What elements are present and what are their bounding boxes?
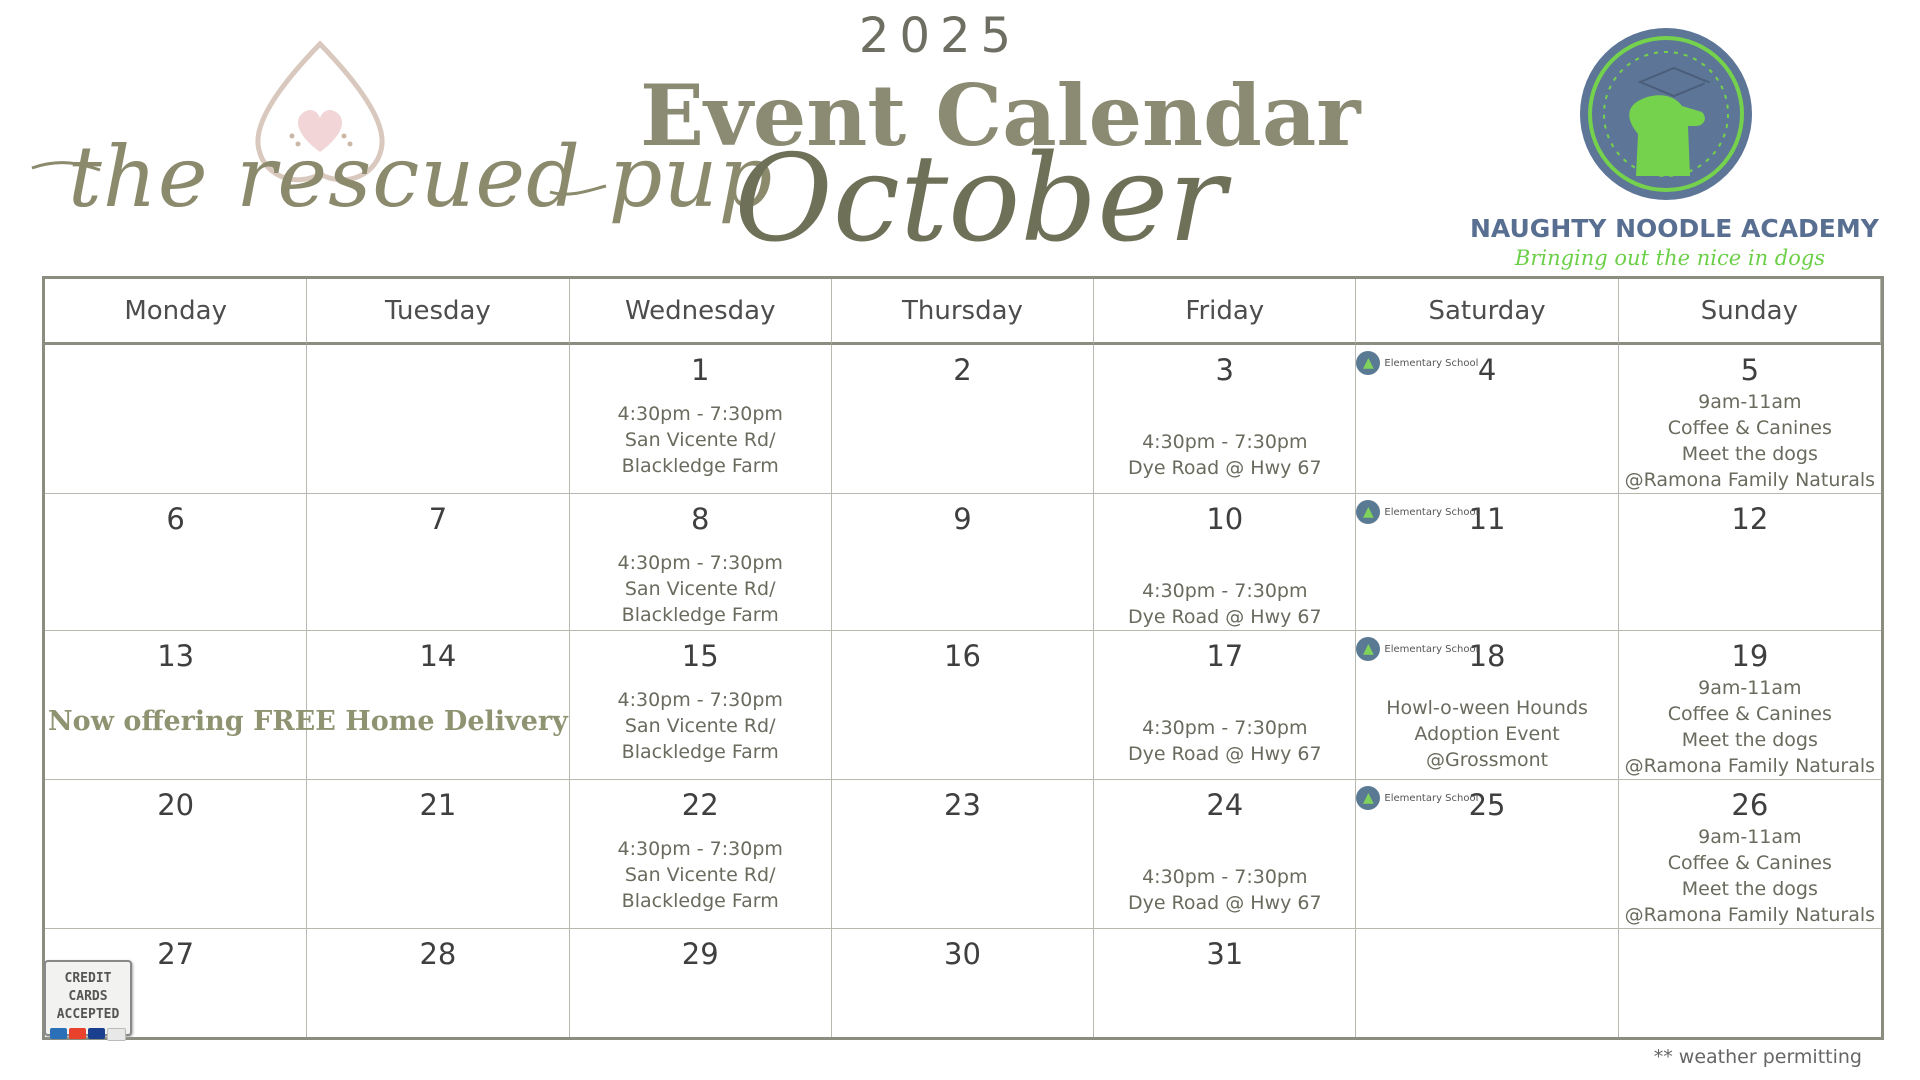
academy-name: NAUGHTY NOODLE ACADEMY	[1470, 214, 1879, 243]
day-number: 15	[681, 639, 719, 673]
school-label: Elementary School	[1384, 506, 1479, 518]
day-cell[interactable]	[307, 929, 569, 1037]
dog-graduate-icon	[1578, 26, 1754, 202]
day-cell[interactable]	[570, 780, 832, 929]
event-subtitle: Adoption Event	[1414, 723, 1560, 745]
event-location-line2: Blackledge Farm	[621, 741, 779, 763]
adoption-event	[1356, 695, 1617, 773]
day-number: 19	[1731, 639, 1769, 673]
day-cell[interactable]	[1094, 929, 1356, 1037]
day-number: 30	[944, 937, 981, 971]
calendar-year: 2025	[858, 8, 1022, 64]
day-cell-empty	[307, 345, 569, 494]
event-time: 9am-11am	[1698, 391, 1802, 413]
visa-card-icon	[88, 1028, 105, 1039]
school-label: Elementary School	[1384, 792, 1479, 804]
day-cell[interactable]	[832, 494, 1094, 631]
day-cell[interactable]	[1356, 631, 1618, 780]
elementary-school-event	[1356, 500, 1478, 524]
day-cell[interactable]	[1094, 494, 1356, 631]
day-number: 29	[681, 937, 719, 971]
event-location: Dye Road @ Hwy 67	[1127, 892, 1322, 914]
event-location: @Grossmont	[1425, 749, 1549, 771]
day-number: 23	[944, 788, 981, 822]
friday-event	[1094, 715, 1355, 767]
event-time: 4:30pm - 7:30pm	[1142, 717, 1308, 739]
day-number: 17	[1206, 639, 1244, 673]
event-location-line2: Blackledge Farm	[621, 455, 779, 477]
sunday-event	[1619, 389, 1881, 493]
event-location-line2: Blackledge Farm	[621, 604, 779, 626]
weekday-header-saturday: Saturday	[1356, 279, 1618, 345]
day-cell[interactable]	[1356, 345, 1618, 494]
calendar-month: October	[734, 130, 1226, 269]
day-number: 7	[428, 502, 448, 536]
day-number: 26	[1731, 788, 1769, 822]
day-cell[interactable]	[570, 929, 832, 1037]
event-location-line1: San Vicente Rd/	[624, 715, 776, 737]
mastercard-icon	[69, 1028, 86, 1039]
day-cell[interactable]	[832, 345, 1094, 494]
wednesday-event	[570, 401, 831, 479]
day-cell[interactable]	[1356, 494, 1618, 631]
day-cell[interactable]	[1094, 780, 1356, 929]
event-location: Dye Road @ Hwy 67	[1127, 606, 1322, 628]
event-title: Coffee & Canines	[1667, 417, 1832, 439]
weekday-header-wednesday: Wednesday	[570, 279, 832, 345]
day-number: 24	[1206, 788, 1244, 822]
wednesday-event	[570, 550, 831, 628]
day-number: 12	[1731, 502, 1769, 536]
event-title: Coffee & Canines	[1667, 852, 1832, 874]
weekday-header-friday: Friday	[1094, 279, 1356, 345]
friday-event	[1094, 864, 1355, 916]
weekday-header-tuesday: Tuesday	[307, 279, 569, 345]
event-time: 9am-11am	[1698, 826, 1802, 848]
day-number: 27	[157, 937, 195, 971]
day-cell[interactable]	[1094, 631, 1356, 780]
event-location-line2: Blackledge Farm	[621, 890, 779, 912]
elementary-school-event	[1356, 786, 1478, 810]
school-logo-icon: ▲	[1356, 786, 1380, 810]
event-location: @Ramona Family Naturals	[1624, 755, 1876, 777]
school-logo-icon: ▲	[1356, 351, 1380, 375]
event-location: @Ramona Family Naturals	[1624, 904, 1876, 926]
day-number: 4	[1477, 353, 1497, 387]
day-number: 13	[157, 639, 195, 673]
day-cell[interactable]	[45, 494, 307, 631]
event-location: Dye Road @ Hwy 67	[1127, 743, 1322, 765]
event-location-line1: San Vicente Rd/	[624, 429, 776, 451]
school-label: Elementary School	[1384, 643, 1479, 655]
event-subtitle: Meet the dogs	[1681, 443, 1818, 465]
weekday-header-thursday: Thursday	[832, 279, 1094, 345]
day-cell[interactable]	[570, 631, 832, 780]
day-cell[interactable]	[1619, 631, 1881, 780]
weather-footnote: ** weather permitting	[1653, 1046, 1862, 1068]
day-number: 14	[419, 639, 457, 673]
event-time: 9am-11am	[1698, 677, 1802, 699]
day-number: 1	[690, 353, 710, 387]
elementary-school-event	[1356, 351, 1478, 375]
event-title: Coffee & Canines	[1667, 703, 1832, 725]
day-number: 3	[1215, 353, 1234, 387]
school-logo-icon: ▲	[1356, 500, 1380, 524]
day-number: 16	[944, 639, 981, 673]
home-delivery-promo: Now offering FREE Home Delivery	[48, 706, 568, 737]
event-time: 4:30pm - 7:30pm	[1142, 866, 1308, 888]
event-time: 4:30pm - 7:30pm	[1142, 431, 1308, 453]
day-cell[interactable]	[832, 780, 1094, 929]
day-cell[interactable]	[1619, 494, 1881, 631]
day-number: 21	[419, 788, 457, 822]
day-cell[interactable]	[570, 345, 832, 494]
day-number: 6	[166, 502, 185, 536]
day-cell[interactable]	[832, 631, 1094, 780]
event-title: Howl-o-ween Hounds	[1386, 697, 1588, 719]
day-cell[interactable]	[1356, 780, 1618, 929]
naughty-noodle-logo	[1470, 26, 1879, 276]
event-time: 4:30pm - 7:30pm	[617, 403, 783, 425]
day-number: 18	[1468, 639, 1506, 673]
event-calendar-grid	[42, 276, 1884, 1040]
day-number: 25	[1468, 788, 1506, 822]
day-number: 31	[1206, 937, 1244, 971]
day-cell-empty	[45, 345, 307, 494]
amex-card-icon	[50, 1028, 67, 1039]
day-cell-empty	[1619, 929, 1881, 1037]
day-number: 11	[1468, 502, 1506, 536]
day-number: 20	[157, 788, 195, 822]
event-time: 4:30pm - 7:30pm	[617, 838, 783, 860]
event-location: @Ramona Family Naturals	[1624, 469, 1876, 491]
weekday-header-sunday: Sunday	[1619, 279, 1881, 345]
event-location-line1: San Vicente Rd/	[624, 864, 776, 886]
weekday-header-monday: Monday	[45, 279, 307, 345]
day-number: 22	[681, 788, 719, 822]
sunday-event	[1619, 824, 1881, 928]
event-time: 4:30pm - 7:30pm	[617, 552, 783, 574]
day-cell[interactable]	[570, 494, 832, 631]
event-subtitle: Meet the dogs	[1681, 878, 1818, 900]
school-logo-icon: ▲	[1356, 637, 1380, 661]
sunday-event	[1619, 675, 1881, 779]
day-number: 28	[419, 937, 457, 971]
event-time: 4:30pm - 7:30pm	[617, 689, 783, 711]
friday-event	[1094, 578, 1355, 630]
event-location-line1: San Vicente Rd/	[624, 578, 776, 600]
event-time: 4:30pm - 7:30pm	[1142, 580, 1308, 602]
wednesday-event	[570, 836, 831, 914]
credit-cards-badge	[44, 960, 132, 1036]
day-number: 2	[953, 353, 972, 387]
rescued-pup-wordmark: the rescued pup	[68, 128, 774, 226]
day-number: 9	[953, 502, 972, 536]
day-cell[interactable]	[307, 780, 569, 929]
credit-cards-label: CREDIT CARDS ACCEPTED	[56, 971, 120, 1022]
day-number: 8	[690, 502, 710, 536]
day-cell[interactable]	[307, 494, 569, 631]
day-cell-empty	[1356, 929, 1618, 1037]
friday-event	[1094, 429, 1355, 481]
day-cell[interactable]	[1619, 345, 1881, 494]
day-cell[interactable]	[1619, 780, 1881, 929]
event-location: Dye Road @ Hwy 67	[1127, 457, 1322, 479]
day-cell[interactable]	[45, 780, 307, 929]
discover-card-icon	[107, 1028, 126, 1041]
elementary-school-event	[1356, 637, 1478, 661]
wednesday-event	[570, 687, 831, 765]
academy-tagline: Bringing out the nice in dogs	[1514, 246, 1826, 270]
event-subtitle: Meet the dogs	[1681, 729, 1818, 751]
day-number: 5	[1740, 353, 1760, 387]
card-logos	[46, 1028, 130, 1041]
day-cell[interactable]	[832, 929, 1094, 1037]
school-label: Elementary School	[1384, 357, 1479, 369]
day-cell[interactable]	[1094, 345, 1356, 494]
day-number: 10	[1206, 502, 1244, 536]
page-title: Event Calendar	[640, 66, 1361, 165]
